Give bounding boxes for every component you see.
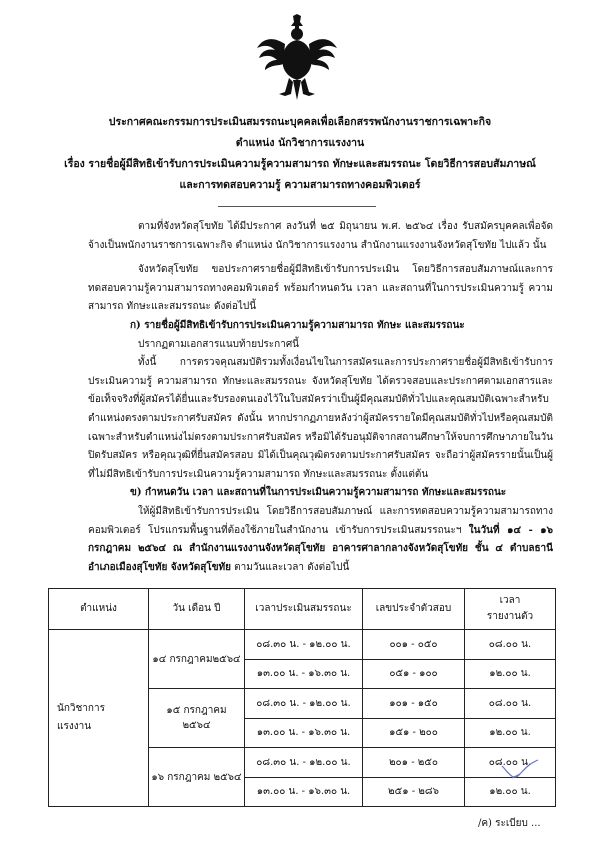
header-position: ตำแหน่ง (49, 589, 149, 630)
subject-line-cont: และการทดสอบความรู้ ความสามารถทางคอมพิวเตอร์ (179, 179, 421, 191)
header-date: วัน เดือน ปี (149, 589, 245, 630)
cell-assessment-time: ๐๘.๓๐ น. - ๑๒.๐๐ น. (245, 689, 363, 719)
section-b-schedule-text (88, 503, 553, 577)
cell-report-time: ๑๒.๐๐ น. (465, 718, 556, 748)
cell-assessment-time: ๑๓.๐๐ น. - ๑๖.๓๐ น. (245, 659, 363, 689)
announcement-title: ประกาศคณะกรรมการประเมินสมรรถนะบุคคลเพื่อเลือกสรรพนักงานราชการเฉพาะกิจ (108, 116, 492, 128)
table-row (49, 630, 556, 660)
garuda-emblem-icon (255, 14, 339, 100)
cell-exam-id: ๒๐๑ - ๒๕๐ (363, 748, 465, 778)
cell-report-time: ๑๒.๐๐ น. (465, 777, 556, 807)
cell-position: นักวิชาการ แรงงาน (49, 630, 149, 807)
cell-exam-id: ๐๐๑ - ๐๕๐ (363, 630, 465, 660)
cell-assessment-time: ๐๘.๓๐ น. - ๑๒.๐๐ น. (245, 630, 363, 660)
cell-report-time: ๐๘.๐๐ น. (465, 689, 556, 719)
header-report-time: เวลา รายงานตัว (465, 589, 556, 630)
section-a-attachment: ปรากฏตามเอกสารแนบท้ายประกาศนี้ (138, 338, 300, 350)
schedule-table (48, 588, 556, 807)
cell-date: ๑๕ กรกฎาคม ๒๕๖๔ (149, 689, 245, 748)
schedule-lead: ให้ผู้มีสิทธิเข้ารับการประเมิน โดยวิธีการสอบสัมภาษณ์ และการทดสอบความรู้ความสามารถทางคอมพิวเตอร์ โปรแกรมพื้นฐานที่ต้องใช้ภายในสำนักงาน เข้ารับการประเมินสมรรถนะฯ (88, 505, 553, 536)
intro-paragraph: ตามที่จังหวัดสุโขทัย ได้มีประกาศ ลงวันที่ ๒๕ มิถุนายน พ.ศ. ๒๕๖๔ เรื่อง รับสมัครบุคคลเพื่อจัดจ้างเป็นพนักงานราชการเฉพาะกิจ ตำแหน่ง นักวิชาการแรงงาน สำนักงานแรงงานจังหวัดสุโขทัย ไปแล้ว นั้น (88, 221, 553, 251)
cell-assessment-time: ๑๓.๐๐ น. - ๑๖.๓๐ น. (245, 777, 363, 807)
announce-paragraph: จังหวัดสุโขทัย ขอประกาศรายชื่อผู้มีสิทธิเข้ารับการประเมิน โดยวิธีการสอบสัมภาษณ์และการทดสอบความรู้ความสามารถทางคอมพิวเตอร์ พร้อมกำหนดวัน เวลา และสถานที่ในการประเมินความรู้ ความสามารถ ทักษะและสมรรถนะ ดังต่อไปนี้ (88, 264, 553, 313)
section-b-title: ข) กำหนดวัน เวลา และสถานที่ในการประเมินความรู้ความสามารถ ทักษะและสมรรถนะ (130, 487, 507, 499)
divider (218, 206, 376, 207)
cell-exam-id: ๑๕๑ - ๒๐๐ (363, 718, 465, 748)
header-assessment-time: เวลาประเมินสมรรถนะ (245, 589, 363, 630)
cell-exam-id: ๑๐๑ - ๑๕๐ (363, 689, 465, 719)
position-title: ตำแหน่ง นักวิชาการแรงงาน (235, 137, 365, 149)
subject-line: เรื่อง รายชื่อผู้มีสิทธิเข้ารับการประเมินความรู้ความสามารถ ทักษะและสมรรถนะ โดยวิธีการสอบสัมภาษณ์ (64, 158, 536, 170)
cell-exam-id: ๐๕๑ - ๑๐๐ (363, 659, 465, 689)
table-header-row (49, 589, 556, 630)
cell-exam-id: ๒๕๑ - ๒๘๖ (363, 777, 465, 807)
cell-assessment-time: ๑๓.๐๐ น. - ๑๖.๓๐ น. (245, 718, 363, 748)
cell-report-time: ๐๘.๐๐ น. (465, 748, 556, 778)
cell-report-time: ๐๘.๐๐ น. (465, 630, 556, 660)
signature-mark-icon (498, 758, 542, 782)
schedule-tail: ตามวันและเวลา ดังต่อไปนี้ (230, 561, 350, 573)
body-text (88, 218, 553, 577)
cell-date: ๑๖ กรกฎาคม ๒๕๖๔ (149, 748, 245, 807)
section-a-title: ก) รายชื่อผู้มีสิทธิเข้ารับการประเมินความรู้ความสามารถ ทักษะ และสมรรถนะ (130, 319, 465, 331)
cell-date: ๑๔ กรกฎาคม๒๕๖๔ (149, 630, 245, 689)
section-a-conditions: ทั้งนี้ การตรวจคุณสมบัติรวมทั้งเงื่อนไขในการสมัครและการประกาศรายชื่อผู้มีสิทธิเข้ารับการประเมินความรู้ ความสามารถ ทักษะและสมรรถนะ จังหวัดสุโขทัย ได้ตรวจสอบและประกาศตามเอกสารและข้อเท็จจริงที่ผู้สมัครได้ยื่นและรับรองตนเองไว้ในใบสมัครว่าเป็นผู้มีคุณสมบัติทั่วไปและคุณสมบัติเฉพาะสำหรับตำแหน่งตรงตามประกาศรับสมัคร ดังนั้น หากปรากฏภายหลังว่าผู้สมัครรายใดมีคุณสมบัติทั่วไปหรือคุณสมบัติเฉพาะสำหรับตำแหน่งไม่ตรงตามประกาศรับสมัคร หรือมิได้รับอนุมัติจากสถานศึกษาให้จบการศึกษาภายในวันปิดรับสมัคร หรือคุณวุฒิที่ยื่นสมัครสอบ มิได้เป็นคุณวุฒิตรงตามประกาศรับสมัคร จะถือว่าผู้สมัครรายนั้นเป็นผู้ที่ไม่มีสิทธิเข้ารับการประเมินความรู้ความสามารถ ทักษะและสมรรถนะ ตั้งแต่ต้น (88, 357, 553, 480)
cell-assessment-time: ๐๘.๓๐ น. - ๑๒.๐๐ น. (245, 748, 363, 778)
cell-report-time: ๑๒.๐๐ น. (465, 659, 556, 689)
continuation-note: /ค) ระเบียบ ... (478, 818, 541, 829)
header-exam-id: เลขประจำตัวสอบ (363, 589, 465, 630)
schedule-venue: ในวันที่ ๑๔ - ๑๖ กรกฎาคม ๒๕๖๔ ณ สำนักงานแรงงานจังหวัดสุโขทัย อาคารศาลากลางจังหวัดสุโขทัย ชั้น ๔ ตำบลธานี อำเภอเมืองสุโขทัย จังหวัดสุโขทัย (88, 524, 553, 573)
